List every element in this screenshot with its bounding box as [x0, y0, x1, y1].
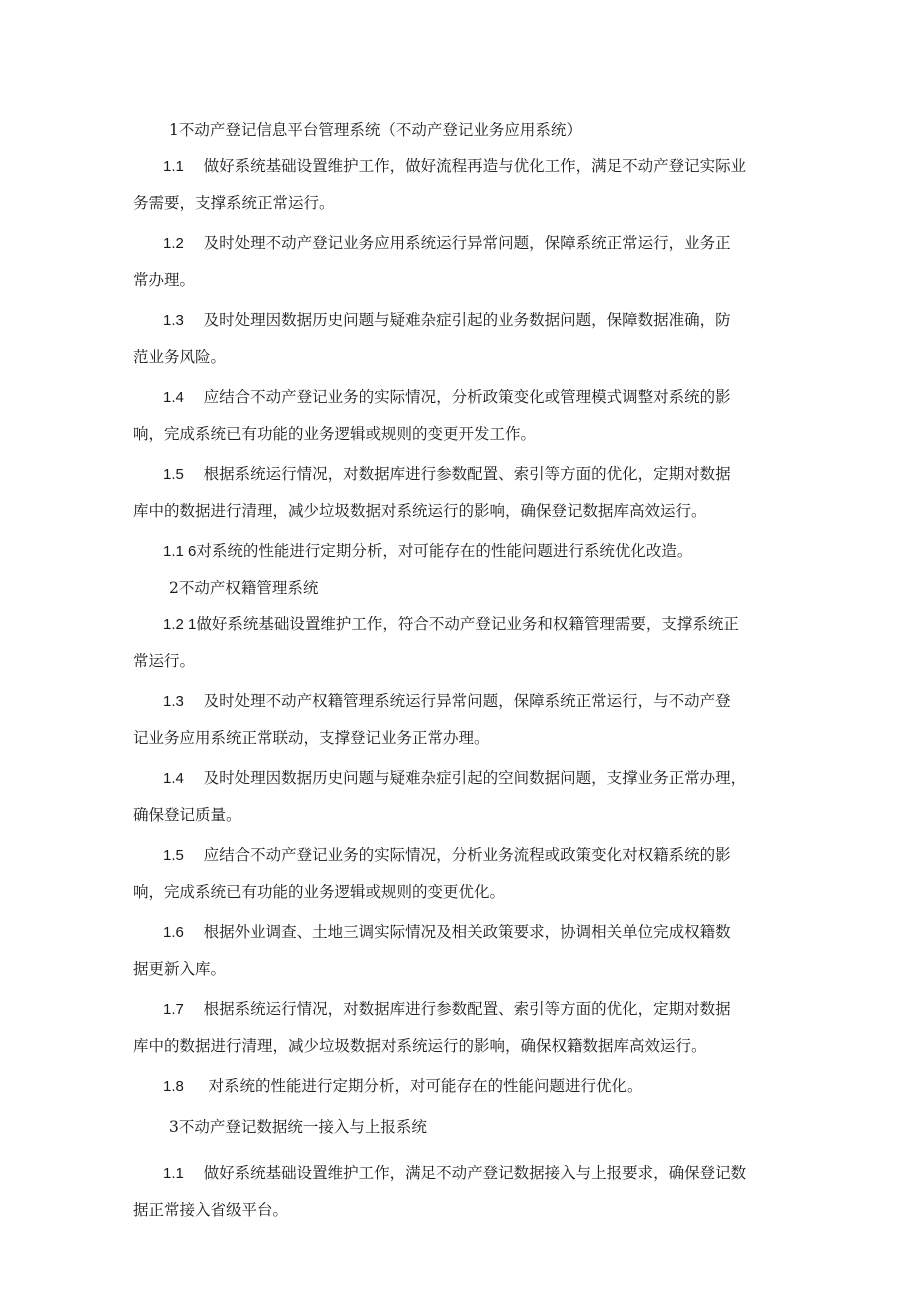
document-body: [133, 112, 793, 1228]
item-number: 1.4: [163, 389, 184, 406]
paragraph: [133, 760, 793, 833]
paragraph-text: 做好系统基础设置维护工作，做好流程再造与优化工作，满足不动产登记实际业: [203, 157, 747, 175]
paragraph: [133, 456, 793, 529]
paragraph-text: 响，完成系统已有功能的业务逻辑或规则的变更开发工作。: [133, 425, 537, 443]
paragraph-text: 范业务风险。: [133, 348, 227, 366]
item-number: 1.3: [163, 312, 184, 329]
paragraph: [133, 379, 793, 452]
paragraph-text: 据正常接入省级平台。: [133, 1201, 289, 1219]
paragraph: [133, 837, 793, 910]
item-number: 1.8: [163, 1078, 184, 1095]
item-number: 1.5: [163, 466, 184, 483]
paragraph-text: 根据系统运行情况，对数据库进行参数配置、索引等方面的优化，定期对数据: [203, 1000, 731, 1018]
paragraph-text: 确保登记质量。: [133, 806, 242, 824]
item-number: 1.4: [163, 770, 184, 787]
paragraph-text: 对系统的性能进行定期分析，对可能存在的性能问题进行优化。: [208, 1077, 643, 1095]
paragraph-text: 应结合不动产登记业务的实际情况，分析政策变化或管理模式调整对系统的影: [203, 388, 731, 406]
paragraph-text: 常运行。: [133, 652, 196, 670]
paragraph-text: 据更新入库。: [133, 960, 227, 978]
paragraph: [133, 302, 793, 375]
item-number: 1.1: [163, 158, 184, 175]
section-heading: 1不动产登记信息平台管理系统（不动产登记业务应用系统）: [169, 121, 582, 139]
paragraph: [133, 225, 793, 298]
paragraph: [133, 683, 793, 756]
item-number: 1.2 1: [163, 616, 197, 633]
paragraph-text: 常办理。: [133, 271, 196, 289]
paragraph: [133, 533, 793, 570]
paragraph-text: 库中的数据进行清理，减少垃圾数据对系统运行的影响，确保权籍数据库高效运行。: [133, 1037, 707, 1055]
paragraph-text: 及时处理因数据历史问题与疑难杂症引起的业务数据问题，保障数据准确，防: [203, 311, 731, 329]
item-number: 1.7: [163, 1001, 184, 1018]
section-heading: 2不动产权籍管理系统: [169, 579, 319, 597]
item-number: 1.1 6: [163, 543, 197, 560]
item-number: 1.1: [163, 1165, 184, 1182]
paragraph-text: 及时处理因数据历史问题与疑难杂症引起的空间数据问题，支撑业务正常办理，: [203, 769, 747, 787]
item-number: 1.5: [163, 847, 184, 864]
item-number: 1.3: [163, 693, 184, 710]
paragraph-text: 务需要，支撑系统正常运行。: [133, 194, 335, 212]
paragraph: [133, 148, 793, 221]
paragraph-text: 对系统的性能进行定期分析，对可能存在的性能问题进行系统优化改造。: [196, 542, 693, 560]
item-number: 1.2: [163, 235, 184, 252]
paragraph-text: 根据系统运行情况，对数据库进行参数配置、索引等方面的优化，定期对数据: [203, 465, 731, 483]
paragraph-text: 做好系统基础设置维护工作，满足不动产登记数据接入与上报要求，确保登记数: [203, 1164, 747, 1182]
section-heading: 3不动产登记数据统一接入与上报系统: [169, 1118, 427, 1136]
paragraph: [133, 991, 793, 1064]
paragraph-text: 及时处理不动产权籍管理系统运行异常问题，保障系统正常运行，与不动产登: [203, 692, 731, 710]
paragraph: [133, 914, 793, 987]
item-number: 1.6: [163, 924, 184, 941]
paragraph-text: 记业务应用系统正常联动，支撑登记业务正常办理。: [133, 729, 490, 747]
paragraph-text: 及时处理不动产登记业务应用系统运行异常问题，保障系统正常运行，业务正: [203, 234, 731, 252]
paragraph: [133, 606, 793, 679]
paragraph-text: 响，完成系统已有功能的业务逻辑或规则的变更优化。: [133, 883, 506, 901]
paragraph: [133, 1155, 793, 1228]
paragraph-text: 根据外业调查、土地三调实际情况及相关政策要求，协调相关单位完成权籍数: [203, 923, 731, 941]
paragraph-text: 库中的数据进行清理，减少垃圾数据对系统运行的影响，确保登记数据库高效运行。: [133, 502, 707, 520]
paragraph-text: 应结合不动产登记业务的实际情况，分析业务流程或政策变化对权籍系统的影: [203, 846, 731, 864]
paragraph-text: 做好系统基础设置维护工作，符合不动产登记业务和权籍管理需要，支撑系统正: [196, 615, 739, 633]
paragraph: [133, 1068, 793, 1105]
